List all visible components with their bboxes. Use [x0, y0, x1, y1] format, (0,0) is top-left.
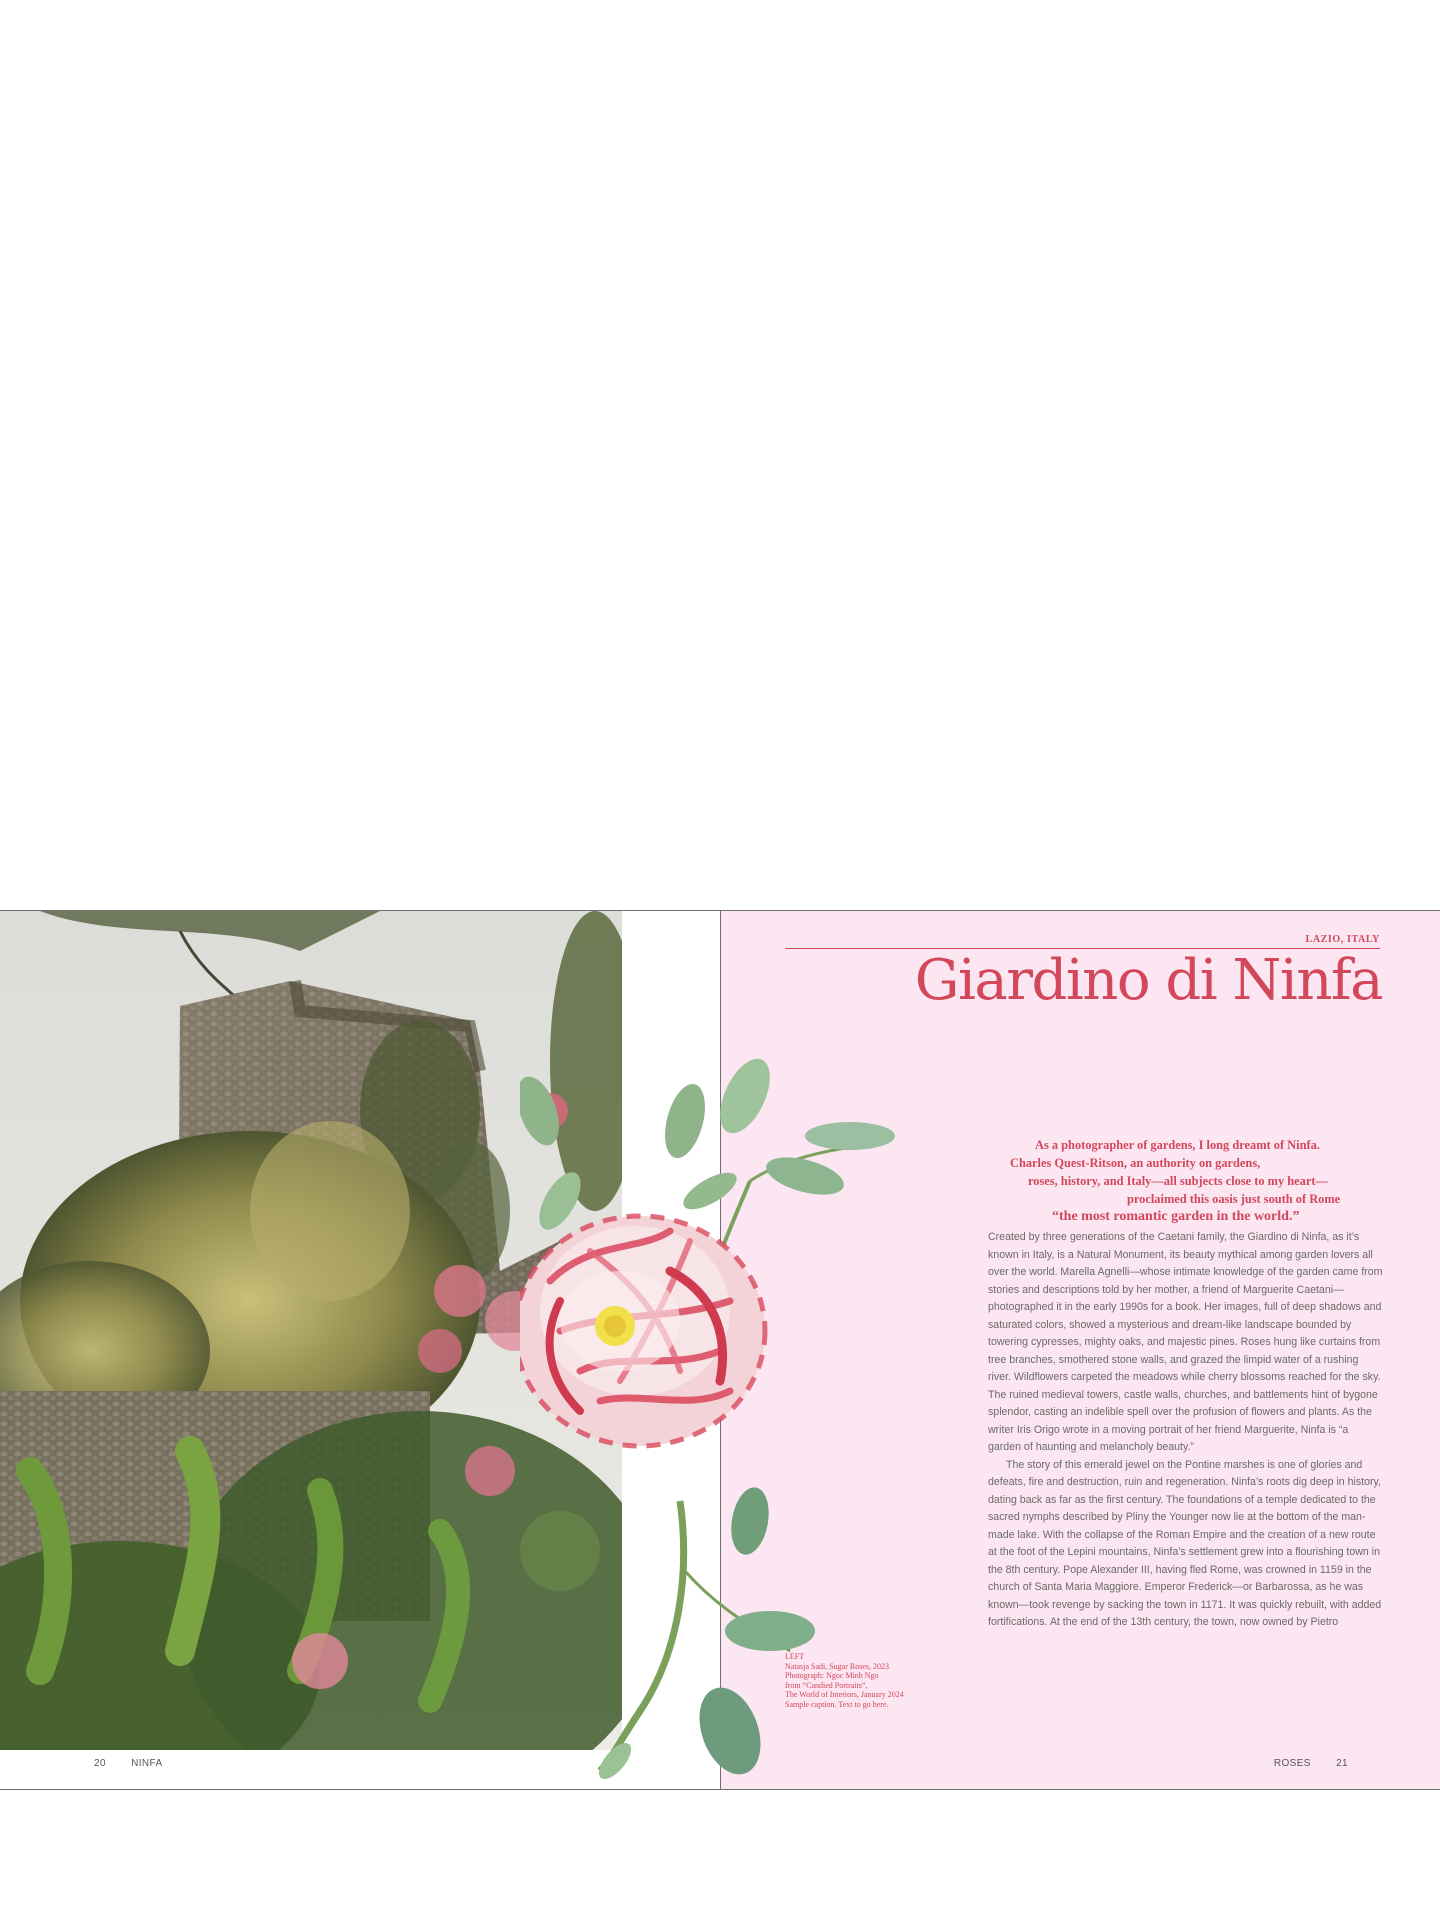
- left-page-number: 20: [94, 1758, 106, 1769]
- right-section-name: ROSES: [1273, 1758, 1311, 1769]
- caption-line: Natasja Sadi, Sugar Roses, 2023: [785, 1661, 889, 1671]
- article-title: Giardino di Ninfa: [914, 948, 1382, 1013]
- right-folio: [1274, 1758, 1348, 1769]
- body-paragraph: The story of this emerald jewel on the Pontine marshes is one of glories and defeats, fire and destruction, ruin and regeneration. Ninfa’s roots dig deep in history, dating back as far as the first century. The foundations of a temple dedicated to the sacred nymphs described by Pliny the Younger now lie at the bottom of the man-made lake. With the collapse of the Roman Empire and the creation of a new route at the foot of the Lepini mountains, Ninfa’s settlement grew into a flourishing town in the 8th century. Pope Alexander III, having fled Rome, was crowned in 1159 in the church of Santa Maria Maggiore. Emperor Frederick—or Barbarossa, as he was known—took revenge by sacking the town in 1171. It was quickly rebuilt, with added fortifications. At the end of the 13th century, the town, now owned by Pietro: [988, 1458, 1382, 1628]
- left-folio: [94, 1758, 163, 1769]
- pull-quote-line: proclaimed this oasis just south of Rome: [1127, 1192, 1341, 1206]
- caption-line: The World of Interiors, January 2024: [785, 1690, 904, 1699]
- pull-quote-line: As a photographer of gardens, I long dreamt of Ninfa.: [1035, 1138, 1320, 1152]
- article-body: [988, 1229, 1384, 1632]
- caption-line: LEFT: [785, 1652, 805, 1661]
- caption-line: Photograph: Ngoc Minh Ngo: [785, 1671, 879, 1680]
- pull-quote: [985, 1136, 1380, 1226]
- caption-line: Sample caption. Text to go here.: [785, 1699, 889, 1709]
- pull-quote-line: roses, history, and Italy—all subjects close to my heart—: [1028, 1174, 1328, 1188]
- pull-quote-line: Charles Quest-Ritson, an authority on gardens,: [1010, 1156, 1261, 1170]
- pull-quote-line: “the most romantic garden in the world.”: [1052, 1209, 1300, 1224]
- image-caption: [785, 1652, 904, 1709]
- right-page-number: 21: [1336, 1758, 1348, 1769]
- left-section-name: NINFA: [131, 1758, 163, 1769]
- caption-line: from “Candied Portraits”,: [785, 1680, 868, 1690]
- body-paragraph: Created by three generations of the Caetani family, the Giardino di Ninfa, as it’s known in Italy, is a Natural Monument, its beauty mythical among garden lovers all over the world. Marella Agnelli—whose intimate knowledge of the garden came from stories and descriptions told by her mother, a friend of Marguerite Caetani—photographed it in the early 1990s for a book. Her images, full of deep shadows and saturated colors, showed a mysterious and dream-like landscape bounded by towering cypresses, mighty oaks, and majestic pines. Roses hung like curtains from tree branches, smothered stone walls, and grazed the limpid water of a rushing river. Wildflowers carpeted the meadows while cherry blossoms reached for the sky. The ruined medieval towers, castle walls, churches, and battlements hint of bygone splendor, casting an indelible spell over the profusion of flowers and plants. As the writer Iris Origo wrote in a moving portrait of her friend Marguerite, Ninfa is “a garden of haunting and melancholy beauty.”: [988, 1231, 1383, 1453]
- location-kicker: LAZIO, ITALY: [1305, 934, 1380, 945]
